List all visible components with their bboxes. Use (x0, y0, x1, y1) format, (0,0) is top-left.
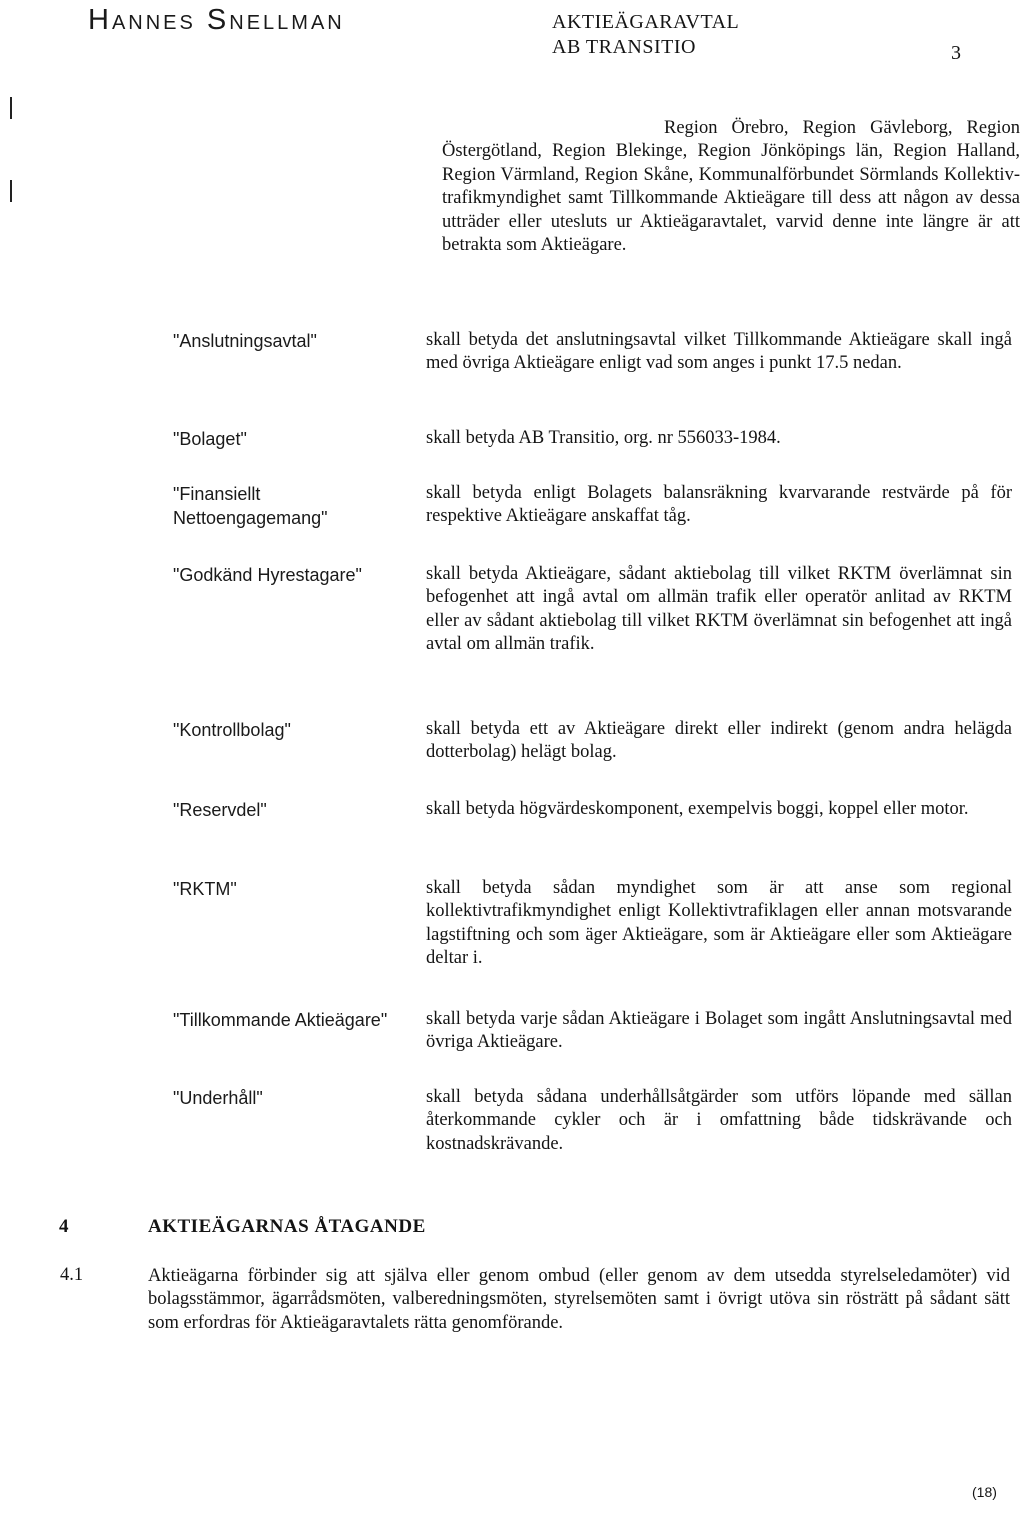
document-title-line-2: AB TRANSITIO (552, 36, 696, 58)
definition-text: skall betyda sådana underhållsåtgärder som utförs löpande med sällan återkommande cykler och är i omfattning både tidskrävande och kostnadskrävande. (426, 1087, 1012, 1154)
definition-term: "Anslutningsavtal" (173, 331, 317, 351)
definition-term: "Bolaget" (173, 429, 247, 449)
definition-term: "Underhåll" (173, 1088, 263, 1108)
footer-code: (18) (972, 1484, 997, 1500)
definition-term: "RKTM" (173, 879, 237, 899)
page-number: 3 (951, 42, 961, 64)
document-title-line-1: AKTIEÄGARAVTAL (552, 11, 740, 33)
definition-term: "Kontrollbolag" (173, 720, 291, 740)
intro-paragraph: Region Örebro, Region Gävleborg, Region Östergötland, Region Blekinge, Region Jönköpings län, Region Halland, Region Värmland, Region Skåne, Kommunalförbundet Sörmlands Kollektivtrafikmyndighet samt Tillkommande Aktieägare till dess att någon av dessa utträder eller utesluts ur Aktieägaravtalet, varvid denne inte längre är att betrakta som Aktieägare. (442, 118, 1020, 256)
firm-name: Hannes Snellman (88, 4, 345, 36)
definition-term: "Reservdel" (173, 800, 267, 820)
section-title: AKTIEÄGARNAS ÅTAGANDE (148, 1216, 426, 1237)
clause-number: 4.1 (60, 1265, 84, 1285)
definition-text: skall betyda det anslutningsavtal vilket Tillkommande Aktieägare skall ingå med övriga Aktieägare enligt vad som anges i punkt 17.5 nedan. (426, 330, 1012, 374)
definition-term: "Godkänd Hyrestagare" (173, 565, 362, 585)
definition-text: skall betyda sådan myndighet som är att anse som regional kollektivtrafikmyndighet enligt Kollektivtrafiklagen eller annan motsvarande lagstiftning och som äger Aktieägare, som är Aktieägare eller som Aktieägare deltar i. (426, 878, 1012, 969)
document-title (552, 10, 812, 60)
definition-text: skall betyda Aktieägare, sådant aktiebolag till vilket RKTM överlämnat sin befogenhet att ingå avtal om allmän trafik eller operatör anlitad av RKTM eller av sådant aktiebolag till vilket RKTM överlämnat sin befogenhet att ingå avtal om allmän trafik. (426, 564, 1012, 655)
revision-bar (10, 97, 12, 119)
definition-text: skall betyda varje sådan Aktieägare i Bolaget som ingått Anslutningsavtal med övriga Aktieägare. (426, 1009, 1012, 1053)
definition-text: skall betyda högvärdeskomponent, exempelvis boggi, koppel eller motor. (426, 799, 969, 819)
definition-text: skall betyda AB Transitio, org. nr 556033-1984. (426, 428, 781, 448)
definition-term: "Tillkommande Aktieägare" (173, 1010, 388, 1030)
clause-text: Aktieägarna förbinder sig att själva eller genom ombud (eller genom av dem utsedda styrelseledamöter) vid bolagsstämmor, ägarrådsmöten, valberedningsmöten, styrelsemöten samt i övrigt utöva sin rösträtt på sådant sätt som erfordras för Aktieägaravtalets rätta genomförande. (148, 1266, 1010, 1333)
revision-bar (10, 180, 12, 202)
definition-text: skall betyda enligt Bolagets balansräkning kvarvarande restvärde på för respektive Aktieägare anskaffat tåg. (426, 483, 1012, 527)
section-number: 4 (59, 1216, 69, 1237)
definition-term: "Finansiellt Nettoengagemang" (173, 484, 328, 528)
definition-text: skall betyda ett av Aktieägare direkt eller indirekt (genom andra helägda dotterbolag) helägt bolag. (426, 719, 1012, 763)
